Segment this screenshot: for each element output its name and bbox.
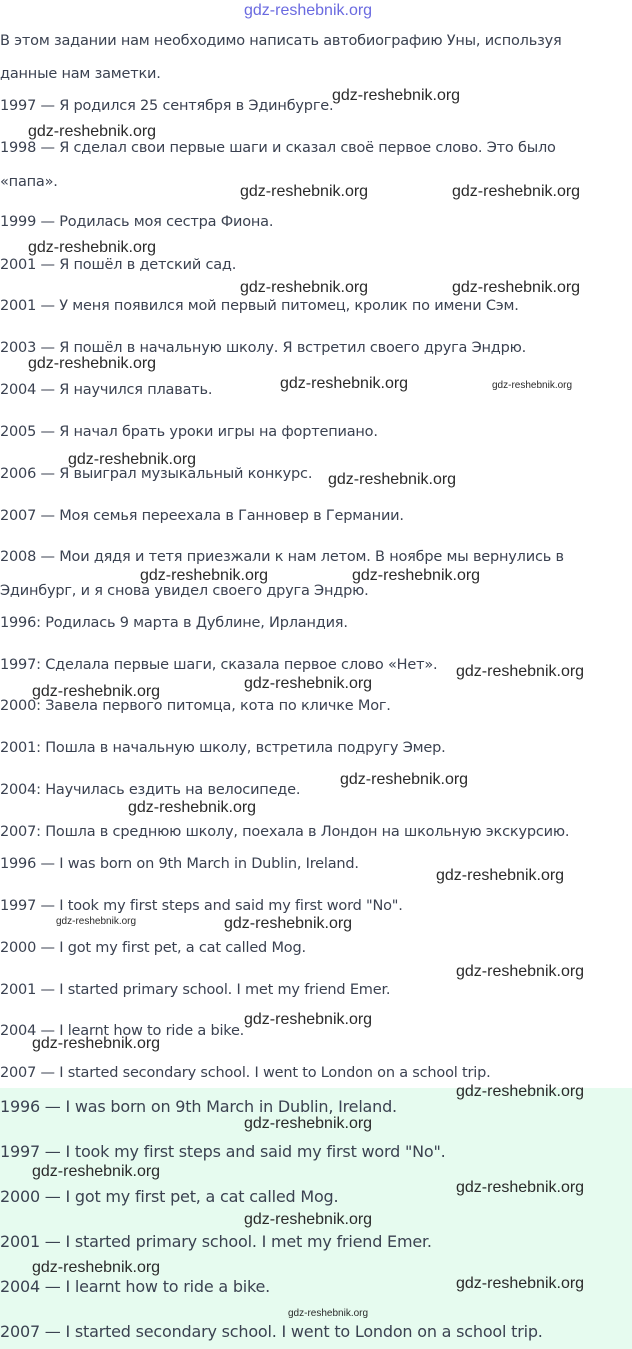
watermark: gdz-reshebnik.org [452,183,581,200]
watermark: gdz-reshebnik.org [492,380,573,391]
intro-line: данные нам заметки. [0,66,161,82]
watermark: gdz-reshebnik.org [240,279,369,296]
note-line: Эдинбург, и я снова увидел своего друга Эндрю. [0,583,369,599]
watermark: gdz-reshebnik.org [32,1035,161,1052]
note-line: 2001 — Я пошёл в детский сад. [0,257,237,273]
note-line: 1997 — Я родился 25 сентября в Эдинбурге. [0,98,334,114]
highlighted-answer-line: 2001 — I started primary school. I met my friend Emer. [0,1232,432,1251]
answer-line: 2001 — I started primary school. I met my friend Emer. [0,982,391,998]
intro-line: В этом задании нам необходимо написать автобиографию Уны, используя [0,33,562,49]
note-line: 2007: Пошла в среднюю школу, поехала в Лондон на школьную экскурсию. [0,824,570,840]
watermark-top[interactable]: gdz-reshebnik.org [244,2,373,19]
note-line: 2004 — Я научился плавать. [0,382,213,398]
highlighted-answer-line: 2000 — I got my first pet, a cat called Mog. [0,1187,339,1206]
highlighted-answer-line: 1996 — I was born on 9th March in Dublin, Ireland. [0,1097,397,1116]
highlighted-answer-line: 2007 — I started secondary school. I went to London on a school trip. [0,1322,543,1341]
watermark: gdz-reshebnik.org [456,1083,585,1100]
answer-line: 2007 — I started secondary school. I went to London on a school trip. [0,1065,491,1081]
note-line: 2007 — Моя семья переехала в Ганновер в Германии. [0,508,404,524]
watermark: gdz-reshebnik.org [28,123,157,140]
watermark: gdz-reshebnik.org [244,1115,373,1132]
note-line: 1998 — Я сделал свои первые шаги и сказал своё первое слово. Это было [0,140,556,156]
watermark: gdz-reshebnik.org [244,1211,373,1228]
watermark: gdz-reshebnik.org [456,1275,585,1292]
watermark: gdz-reshebnik.org [68,451,197,468]
highlighted-answer-line: 2004 — I learnt how to ride a bike. [0,1277,271,1296]
watermark: gdz-reshebnik.org [56,916,137,927]
watermark: gdz-reshebnik.org [456,963,585,980]
note-line: 1997: Сделала первые шаги, сказала первое слово «Нет». [0,657,438,673]
note-line: 2004: Научилась ездить на велосипеде. [0,782,301,798]
note-line: 2001: Пошла в начальную школу, встретила подругу Эмер. [0,740,446,756]
note-line: 2006 — Я выиграл музыкальный конкурс. [0,466,313,482]
answer-line: 2004 — I learnt how to ride a bike. [0,1023,245,1039]
answer-line: 2000 — I got my first pet, a cat called Mog. [0,940,306,956]
watermark: gdz-reshebnik.org [332,87,461,104]
watermark: gdz-reshebnik.org [244,675,373,692]
watermark: gdz-reshebnik.org [328,471,457,488]
note-line: 1996: Родилась 9 марта в Дублине, Ирландия. [0,615,348,631]
watermark: gdz-reshebnik.org [340,771,469,788]
watermark: gdz-reshebnik.org [28,239,157,256]
watermark: gdz-reshebnik.org [280,375,409,392]
watermark: gdz-reshebnik.org [456,1179,585,1196]
watermark: gdz-reshebnik.org [240,183,369,200]
watermark: gdz-reshebnik.org [456,663,585,680]
note-line: 1999 — Родилась моя сестра Фиона. [0,214,274,230]
watermark: gdz-reshebnik.org [244,1011,373,1028]
watermark: gdz-reshebnik.org [28,355,157,372]
note-line: «папа». [0,174,58,190]
watermark: gdz-reshebnik.org [32,683,161,700]
watermark: gdz-reshebnik.org [224,915,353,932]
note-line: 2003 — Я пошёл в начальную школу. Я встретил своего друга Эндрю. [0,340,527,356]
answer-line: 1996 — I was born on 9th March in Dublin, Ireland. [0,856,359,872]
watermark: gdz-reshebnik.org [352,567,481,584]
watermark: gdz-reshebnik.org [288,1308,369,1319]
answer-line: 1997 — I took my first steps and said my first word "No". [0,898,403,914]
note-line: 2005 — Я начал брать уроки игры на фортепиано. [0,424,378,440]
watermark: gdz-reshebnik.org [452,279,581,296]
watermark: gdz-reshebnik.org [32,1259,161,1276]
highlighted-answer-line: 1997 — I took my first steps and said my first word "No". [0,1142,446,1161]
watermark: gdz-reshebnik.org [128,799,257,816]
watermark: gdz-reshebnik.org [32,1163,161,1180]
note-line: 2000: Завела первого питомца, кота по кличке Мог. [0,698,391,714]
watermark: gdz-reshebnik.org [436,867,565,884]
note-line: 2008 — Мои дядя и тетя приезжали к нам летом. В ноябре мы вернулись в [0,549,564,565]
watermark: gdz-reshebnik.org [140,567,269,584]
note-line: 2001 — У меня появился мой первый питомец, кролик по имени Сэм. [0,298,519,314]
